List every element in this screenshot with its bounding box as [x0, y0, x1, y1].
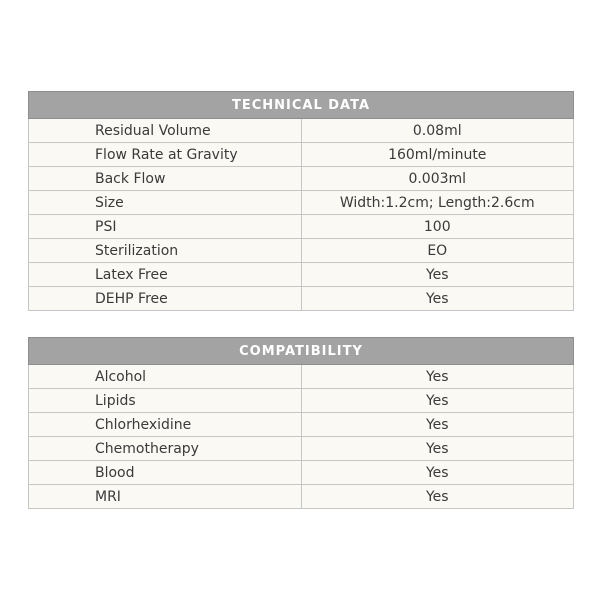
- row-label: PSI: [29, 215, 302, 239]
- row-label: Residual Volume: [29, 119, 302, 143]
- row-value: Yes: [301, 287, 574, 311]
- table-row: [29, 485, 574, 509]
- row-label: Blood: [29, 461, 302, 485]
- row-value: Yes: [301, 263, 574, 287]
- row-value: Yes: [301, 389, 574, 413]
- row-label: Sterilization: [29, 239, 302, 263]
- row-label: Alcohol: [29, 365, 302, 389]
- row-label: Back Flow: [29, 167, 302, 191]
- table-row: [29, 119, 574, 143]
- row-value: 160ml/minute: [301, 143, 574, 167]
- row-value: Yes: [301, 461, 574, 485]
- compatibility-table: [28, 337, 574, 509]
- table-row: [29, 215, 574, 239]
- table-row: [29, 191, 574, 215]
- row-value: 0.003ml: [301, 167, 574, 191]
- row-label: DEHP Free: [29, 287, 302, 311]
- row-value: 100: [301, 215, 574, 239]
- row-value: EO: [301, 239, 574, 263]
- table-row: [29, 365, 574, 389]
- row-value: Width:1.2cm; Length:2.6cm: [301, 191, 574, 215]
- table-row: [29, 287, 574, 311]
- table-row: [29, 263, 574, 287]
- row-label: Size: [29, 191, 302, 215]
- row-label: Flow Rate at Gravity: [29, 143, 302, 167]
- table-row: [29, 143, 574, 167]
- compatibility-header-row: [29, 338, 574, 365]
- row-value: 0.08ml: [301, 119, 574, 143]
- table-row: [29, 239, 574, 263]
- row-value: Yes: [301, 437, 574, 461]
- row-value: Yes: [301, 413, 574, 437]
- row-label: Chlorhexidine: [29, 413, 302, 437]
- row-label: Lipids: [29, 389, 302, 413]
- technical-data-table: [28, 91, 574, 311]
- table-row: [29, 437, 574, 461]
- row-label: Chemotherapy: [29, 437, 302, 461]
- row-value: Yes: [301, 485, 574, 509]
- technical-data-header-row: [29, 92, 574, 119]
- row-value: Yes: [301, 365, 574, 389]
- row-label: Latex Free: [29, 263, 302, 287]
- compatibility-header: COMPATIBILITY: [29, 338, 574, 365]
- table-row: [29, 413, 574, 437]
- table-row: [29, 461, 574, 485]
- table-row: [29, 167, 574, 191]
- technical-data-header: TECHNICAL DATA: [29, 92, 574, 119]
- row-label: MRI: [29, 485, 302, 509]
- table-row: [29, 389, 574, 413]
